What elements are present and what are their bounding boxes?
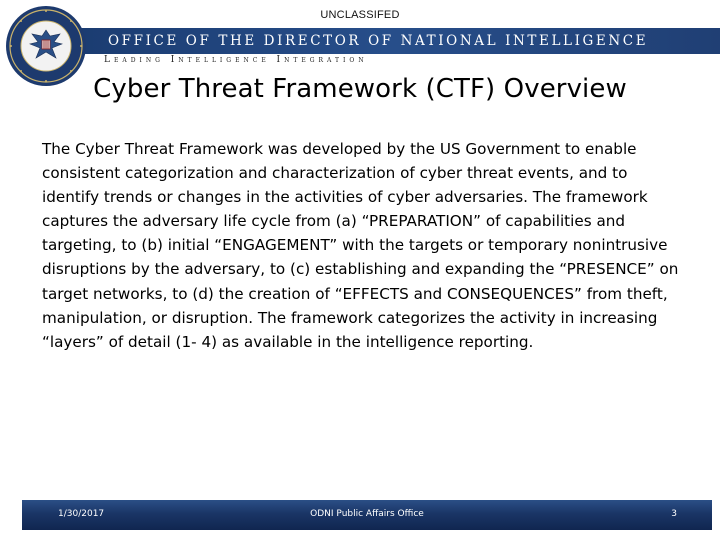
banner-title: OFFICE OF THE DIRECTOR OF NATIONAL INTELLIGENCE <box>108 33 649 49</box>
slide-body-text: The Cyber Threat Framework was developed by the US Government to enable consistent categorization and characterization of cyber threat events, and to identify trends or changes in the activities of cyber adversaries. The framework captures the adversary life cycle from (a) “PREPARATION” of capabilities and targeting, to (b) initial “ENGAGEMENT” with the targets or temporary nonintrusive disruptions by the adversary, to (c) establishing and expanding the “PRESENCE” on target networks, to (d) the creation of “EFFECTS and CONSEQUENCES” from theft, manipulation, or disruption. The framework categorizes the activity in increasing “layers” of detail (1- 4) as available in the intelligence reporting. <box>42 140 679 351</box>
footer-bar <box>22 500 712 530</box>
footer-organization: ODNI Public Affairs Office <box>310 509 424 519</box>
classification-marking: UNCLASSIFED <box>320 9 400 21</box>
footer-page-number: 3 <box>671 509 677 519</box>
slide-title: Cyber Threat Framework (CTF) Overview <box>93 74 627 104</box>
footer-date: 1/30/2017 <box>58 509 105 519</box>
banner-tagline: Leading Intelligence Integration <box>104 55 368 65</box>
